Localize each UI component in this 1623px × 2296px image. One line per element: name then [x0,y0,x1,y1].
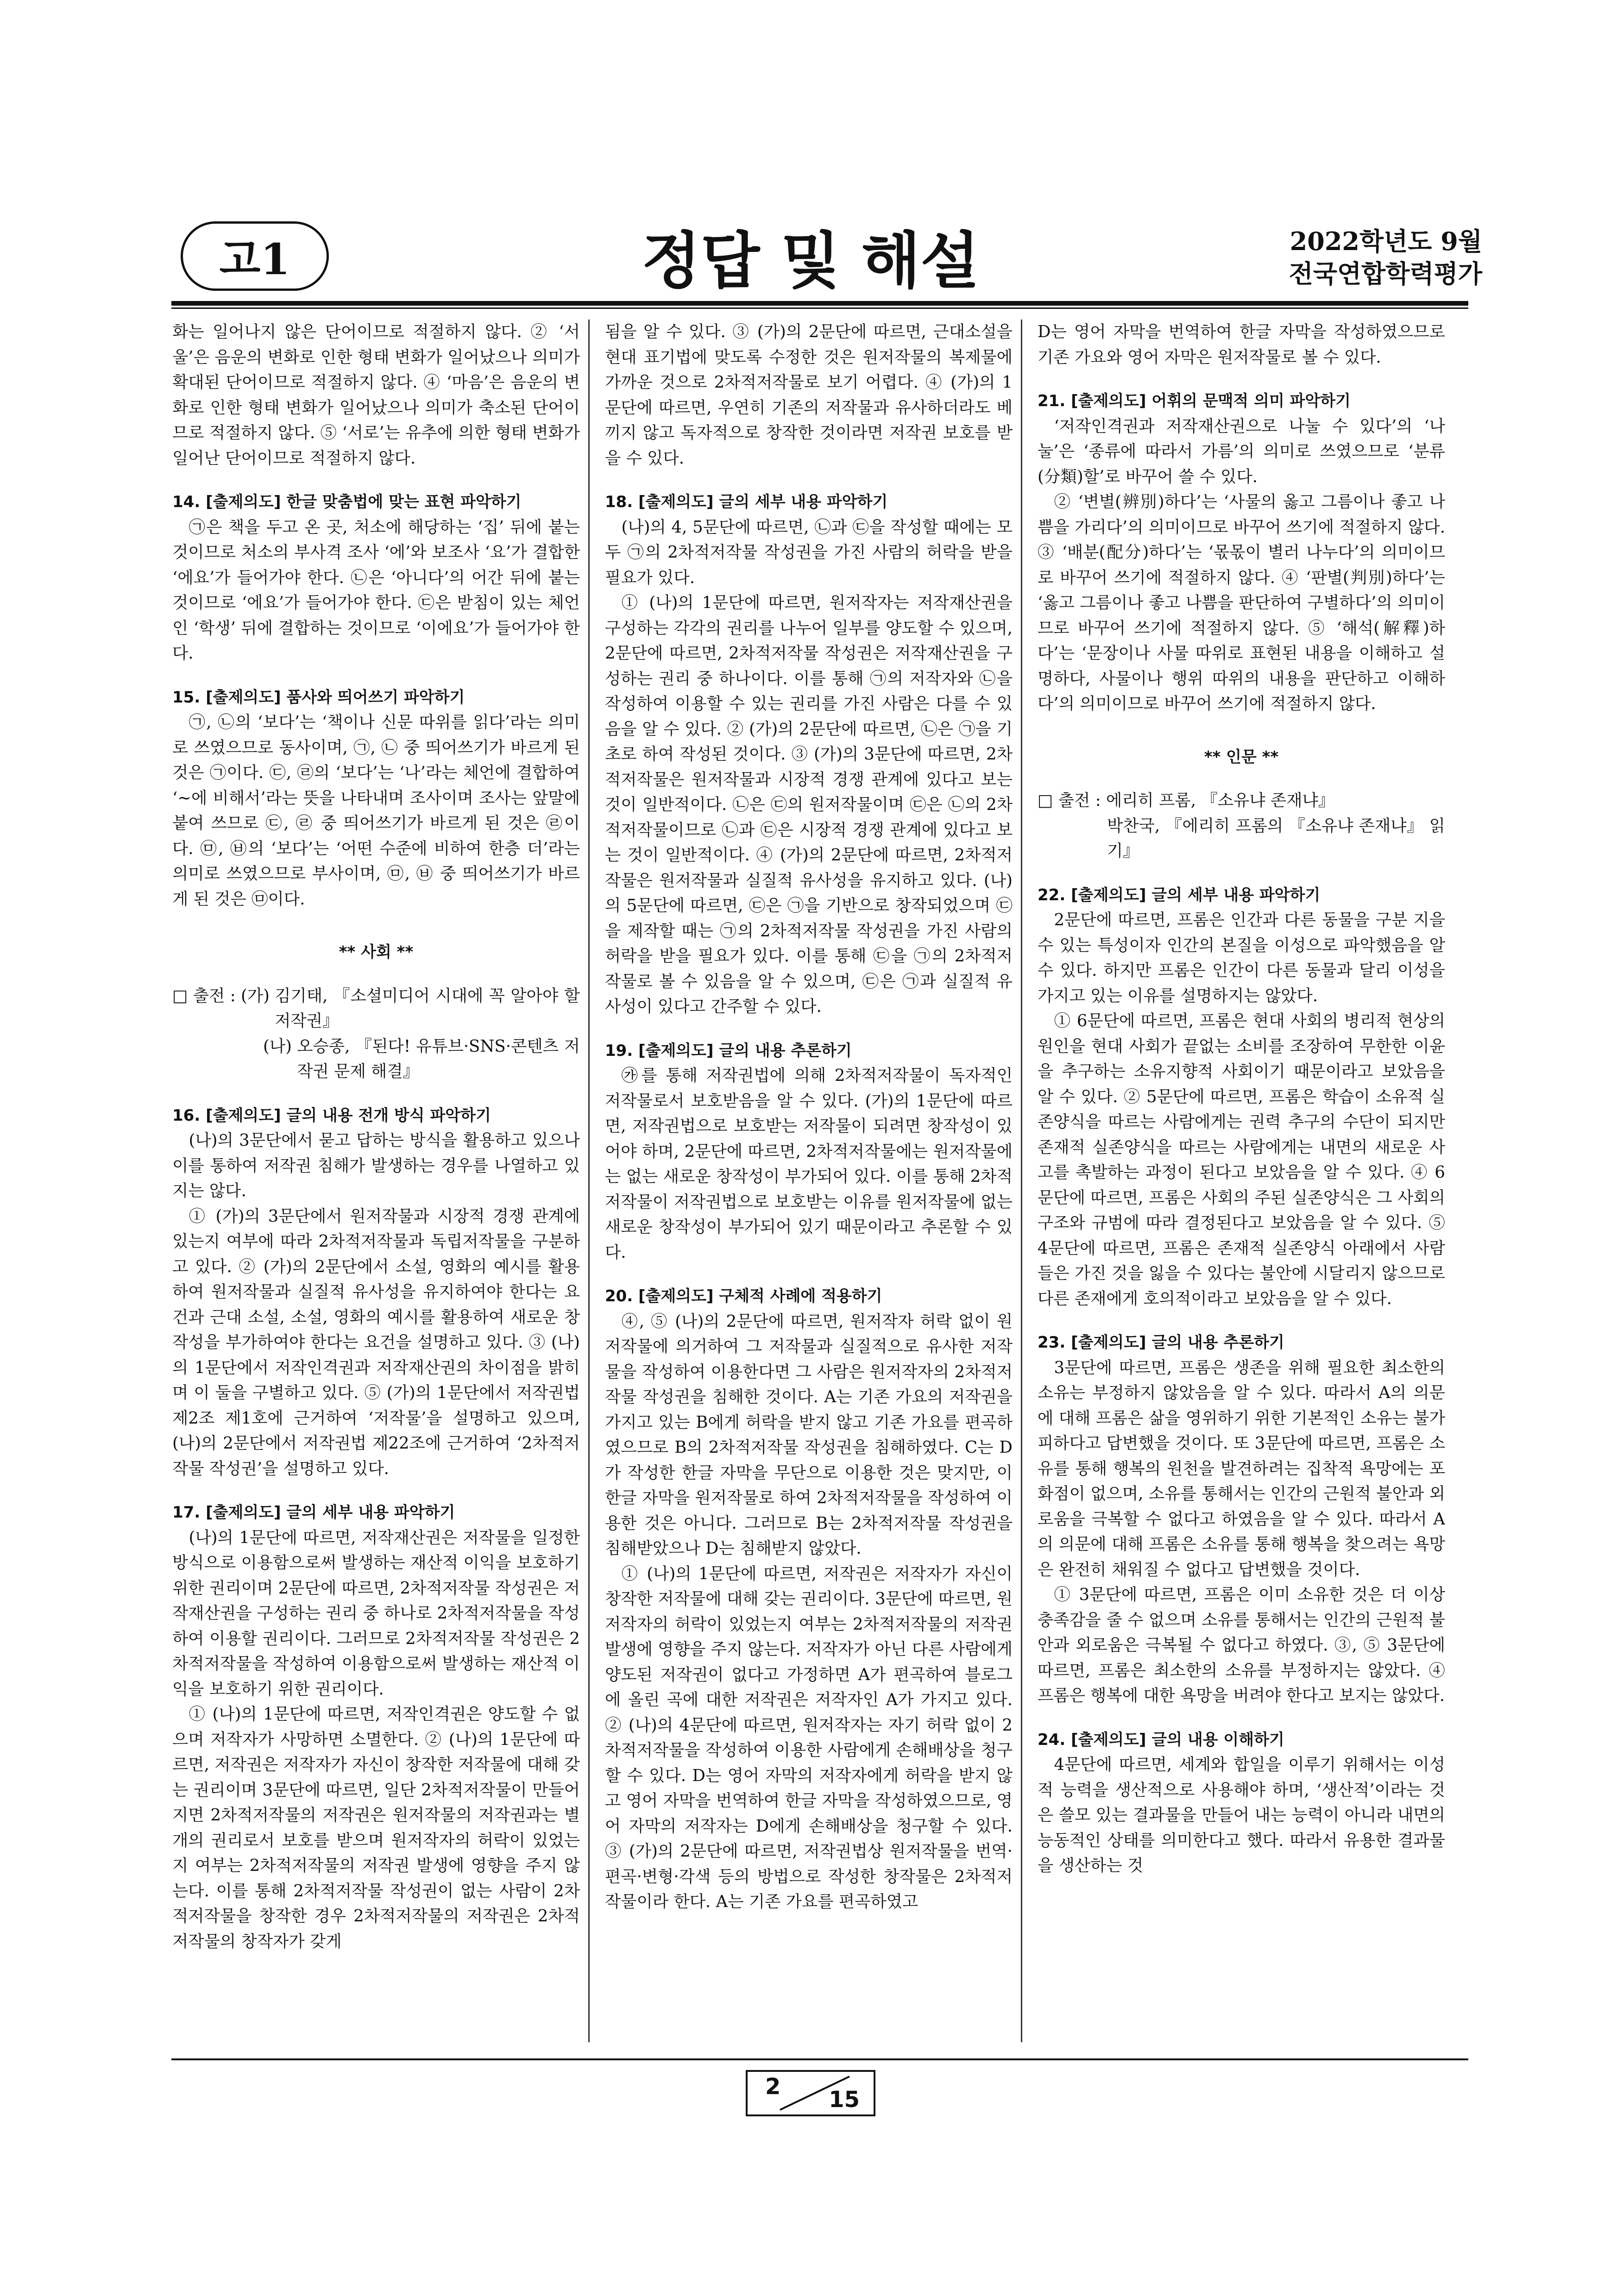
paragraph: ② ‘변별(辨別)하다’는 ‘사물의 옳고 그름이나 좋고 나쁨을 가리다’의 의미이므로 바꾸어 쓰기에 적절하지 않다. ③ ‘배분(配分)하다’는 ‘몫몫이 별러 나누다’의 의미이므로 바꾸어 쓰기에 적절하지 않다. ④ ‘판별(判別)하다’는 ‘옳고 그름이나 좋고 나쁨을 판단하여 구별하다’의 의미이므로 바꾸어 쓰기에 적절하지 않다. ⑤ ‘해석(解釋)하다’는 ‘문장이나 사물 따위로 표현된 내용을 이해하고 설명하다, 사물이나 행위 따위의 내용을 판단하고 이해하다’의 의미이므로 바꾸어 쓰기에 적절하지 않다. [1038,492,1445,713]
paragraph: ④, ⑤ (나)의 2문단에 따르면, 원저작자 허락 없이 원저작물에 의거하여 그 저작물과 실질적으로 유사한 저작물을 작성하여 이용한다면 그 사람은 원저작자의 2차적저작물 작성권을 침해한 것이다. A는 기존 가요의 저작권을 가지고 있는 B에게 허락을 받지 않고 기존 가요를 편곡하였으므로 B의 2차적저작물 작성권을 침해하였다. C는 D가 작성한 한글 자막을 무단으로 이용한 것은 맞지만, 이 한글 자막을 원저작물로 하여 2차적저작물을 작성하여 이용한 것은 아니다. 그러므로 B는 2차적저작물 작성권을 침해받았으나 D는 침해받지 않았다. [605,1311,1013,1558]
paragraph: ① (나)의 1문단에 따르면, 저작인격권은 양도할 수 없으며 저작자가 사망하면 소멸한다. ② (나)의 1문단에 따르면, 저작권은 저작자가 자신이 창작한 저작물에 대해 갖는 권리이며 3문단에 따르면, 일단 2차적저작물이 만들어지면 2차적저작물의 저작권은 원저작물의 저작권과는 별개의 권리로서 보호를 받으며 원저작자의 허락이 있었는지 여부는 2차적저작물의 저작권 발생에 영향을 주지 않는다. 이를 통해 2차적저작물 작성권이 없는 사람이 2차적저작물을 창작한 경우 2차적저작물의 저작권은 2차적저작물의 창작자가 갖게 [172,1705,580,1951]
source-1: 에리히 프롬, 『소유냐 존재냐』 [1106,791,1335,810]
paragraph: ① 3문단에 따르면, 프롬은 이미 소유한 것은 더 이상 충족감을 줄 수 없으며 소유를 통해서는 인간의 근원적 불안과 외로움은 극복될 수 없다고 하였다. ③, ⑤ 3문단에 따르면, 프롬은 최소한의 소유를 부정하지는 않았다. ④ 프롬은 행복에 대한 욕망을 버려야 한다고 보지는 않았다. [1038,1585,1445,1705]
column-left [172,320,580,2042]
column-middle [605,320,1013,2042]
paragraph: 화는 일어나지 않은 단어이므로 적절하지 않다. ② ‘서울’은 음운의 변화로 인한 형태 변화가 일어났으나 의미가 확대된 단어이므로 적절하지 않다. ④ ‘마음’은 음운의 변화로 인한 형태 변화가 일어났으나 의미가 축소된 단어이므로 적절하지 않다. ⑤ ‘서로’는 유추에 의한 형태 변화가 일어난 단어이므로 적절하지 않다. [172,322,580,468]
footer-rule [171,2058,1468,2060]
column-right [1038,320,1445,2042]
section-heading-social: ** 사회 ** [339,943,414,961]
column-divider [588,320,590,2042]
header-rule [171,301,1468,306]
source-block [172,984,580,1085]
source-label-na: (나) [263,1036,297,1056]
page-title: 정답 및 해설 [642,226,980,297]
paragraph: ① (가)의 3문단에서 원저작물과 시장적 경쟁 관계에 있는지 여부에 따라 2차적저작물과 독립저작물을 구분하고 있다. ② (가)의 2문단에서 소설, 영화의 예시를 활용하여 원저작물과 실질적 유사성을 유지하여야 한다는 요건과 근대 소설, 소설, 영화의 예시를 활용하여 새로운 창작성을 부가하여야 한다는 요건을 설명하고 있다. ③ (나)의 1문단에서 저작인격권과 저작재산권의 차이점을 밝히며 이 둘을 구별하고 있다. ⑤ (가)의 1문단에서 저작권법 제2조 제1호에 근거하여 ‘저작물’을 설명하고 있으며, (나)의 2문단에서 저작권법 제22조에 근거하여 ‘2차적저작물 작성권’을 설명하고 있다. [172,1206,580,1478]
paragraph: 2문단에 따르면, 프롬은 인간과 다른 동물을 구분 지을 수 있는 특성이자 인간의 본질을 이성으로 파악했음을 알 수 있다. 하지만 프롬은 인간이 다른 동물과 달리 이성을 가지고 있는 이유를 설명하지는 않았다. [1038,910,1445,1005]
paragraph: ① (나)의 1문단에 따르면, 저작권은 저작자가 자신이 창작한 저작물에 대해 갖는 권리이다. 3문단에 따르면, 원저작자의 허락이 있었는지 여부는 2차적저작물의 저작권 발생에 영향을 주지 않는다. 저작자가 아닌 다른 사람에게 양도된 저작권이 없다고 가정하면 A가 편곡하여 블로그에 올린 곡에 대한 저작권은 저작자인 A가 가지고 있다. ② (나)의 4문단에 따르면, 원저작자는 자기 허락 없이 2차적저작물을 작성하여 이용한 사람에게 손해배상을 청구할 수 있다. D는 영어 자막의 저작자에게 허락을 받지 않고 영어 자막을 번역하여 한글 자막을 작성하였으므로, 영어 자막의 저작자는 D에게 손해배상을 청구할 수 있다. ③ (가)의 2문단에 따르면, 저작권법상 원저작물을 번역·편곡·변형·각색 등의 방법으로 작성한 창작물은 2차적저작물이라 한다. A는 기존 가요를 편곡하였고 [605,1564,1013,1911]
page-total: 15 [829,2087,860,2113]
paragraph: (나)의 1문단에 따르면, 저작재산권은 저작물을 일정한 방식으로 이용함으로써 발생하는 재산적 이익을 보호하기 위한 권리이며 2문단에 따르면, 2차적저작물 작성권은 저작재산권을 구성하는 권리 중 하나로 2차적저작물을 작성하여 이용할 권리이다. 그러므로 2차적저작물 작성권은 2차적저작물을 작성하여 이용함으로써 발생하는 재산적 이익을 보호하기 위한 권리이다. [172,1528,580,1699]
paragraph: ㉠은 책을 두고 온 곳, 처소에 해당하는 ‘집’ 뒤에 붙는 것이므로 처소의 부사격 조사 ‘에’와 보조사 ‘요’가 결합한 ‘에요’가 들어가야 한다. ㉡은 ‘아니다’의 어간 뒤에 붙는 것이므로 ‘에요’가 들어가야 한다. ㉢은 받침이 있는 체언인 ‘학생’ 뒤에 결합하는 것이므로 ‘이에요’가 들어가야 한다. [172,517,580,663]
paragraph: 3문단에 따르면, 프롬은 생존을 위해 필요한 최소한의 소유는 부정하지 않았음을 알 수 있다. 따라서 A의 의문에 대해 프롬은 삶을 영위하기 위한 기본적인 소유는 불가피하다고 답변했을 것이다. 또 3문단에 따르면, 프롬은 소유를 통해 행복의 원천을 발견하려는 집착적 욕망에는 포화점이 없으며, 소유를 통해서는 인간의 근원적 불안과 외로움을 극복할 수 없다고 하였음을 알 수 있다. 따라서 A의 의문에 대해 프롬은 소유를 통해 행복을 찾으려는 욕망은 완전히 채워질 수 없다고 답변했을 것이다. [1038,1358,1445,1579]
header-rule-thin [171,307,1468,309]
question-heading-20: 20. [출제의도] 구체적 사례에 적용하기 [605,1287,882,1305]
source-label: □ 출전 : [1038,791,1106,810]
source-label: □ 출전 : (가) [172,986,275,1005]
page-header [0,0,1623,315]
paragraph: ① (나)의 1문단에 따르면, 원저작자는 저작재산권을 구성하는 각각의 권리를 나누어 일부를 양도할 수 있으며, 2문단에 따르면, 2차적저작물 작성권은 저작재산권을 구성하는 권리 중 하나이다. 이를 통해 ㉠의 저작자와 ㉡을 작성하여 이용할 수 있는 권리를 가진 사람은 다를 수 있음을 알 수 있다. ② (가)의 2문단에 따르면, ㉡은 ㉠을 기초로 하여 작성된 것이다. ③ (가)의 3문단에 따르면, 2차적저작물은 원저작물과 시장적 경쟁 관계에 있다고 보는 것이 일반적이다. ㉡은 ㉢의 원저작물이며 ㉢은 ㉡의 2차적저작물이므로 ㉡과 ㉢은 시장적 경쟁 관계에 있다고 보는 것이 일반적이다. ④ (가)의 2문단에 따르면, 2차적저작물은 원저작물과 실질적 유사성을 유지하고 있다. (나)의 5문단에 따르면, ㉢은 ㉠을 기반으로 창작되었으며 ㉢을 제작할 때는 ㉠의 2차적저작물 작성권을 가진 사람의 허락을 받을 필요가 있다. 이를 통해 ㉢을 ㉠의 2차적저작물로 볼 수 있음을 알 수 있으며, ㉢은 ㉠과 실질적 유사성이 있다고 간주할 수 있다. [605,593,1013,1016]
paragraph: 4문단에 따르면, 세계와 합일을 이루기 위해서는 이성적 능력을 생산적으로 사용해야 하며, ‘생산적’이라는 것은 쓸모 있는 결과물을 만들어 내는 능력이 아니라 내면의 능동적인 상태를 의미한다고 했다. 따라서 유용한 결과물을 생산하는 것 [1038,1755,1445,1875]
question-heading-14: 14. [출제의도] 한글 맞춤법에 맞는 표현 파악하기 [172,493,522,511]
grade-badge: 고1 [181,221,329,291]
paragraph: ㉠, ㉡의 ‘보다’는 ‘책이나 신문 따위를 읽다’라는 의미로 쓰였으므로 동사이며, ㉠, ㉡ 중 띄어쓰기가 바르게 된 것은 ㉠이다. ㉢, ㉣의 ‘보다’는 ‘나’라는 체언에 결합하여 ‘~에 비해서’라는 뜻을 나타내며 조사이며 조사는 앞말에 붙여 쓰므로 ㉢, ㉣ 중 띄어쓰기가 바르게 된 것은 ㉣이다. ㉤, ㉥의 ‘보다’는 ‘어떤 수준에 비하여 한층 더’라는 의미로 쓰였으므로 부사이며, ㉤, ㉥ 중 띄어쓰기가 바르게 된 것은 ㉤이다. [172,713,580,909]
source-2: 박찬국, 『에리히 프롬의 『소유냐 존재냐』 읽기』 [1107,816,1445,860]
paragraph: D는 영어 자막을 번역하여 한글 자막을 작성하였으므로 기존 가요와 영어 자막은 원저작물로 볼 수 있다. [1038,322,1445,367]
column-divider [1021,320,1022,2042]
paragraph: 됨을 알 수 있다. ③ (가)의 2문단에 따르면, 근대소설을 현대 표기법에 맞도록 수정한 것은 원저작물의 복제물에 가까운 것으로 2차적저작물로 보기 어렵다. ④ (가)의 1문단에 따르면, 우연히 기존의 저작물과 유사하더라도 베끼지 않고 독자적으로 창작한 것이라면 저작권 보호를 받을 수 있다. [605,322,1013,468]
question-heading-21: 21. [출제의도] 어휘의 문맥적 의미 파악하기 [1038,392,1351,410]
paragraph: ㉮를 통해 저작권법에 의해 2차적저작물이 독자적인 저작물로서 보호받음을 알 수 있다. (가)의 1문단에 따르면, 저작권법으로 보호받는 저작물이 되려면 창작성이 있어야 하며, 2문단에 따르면, 2차적저작물에는 원저작물에는 없는 새로운 창작성이 부가되어 있다. 이를 통해 2차적저작물이 저작권법으로 보호받는 이유를 원저작물에 없는 새로운 창작성이 부가되어 있기 때문이라고 추론할 수 있다. [605,1066,1013,1262]
question-heading-15: 15. [출제의도] 품사와 띄어쓰기 파악하기 [172,688,465,707]
paragraph: ① 6문단에 따르면, 프롬은 현대 사회의 병리적 현상의 원인을 현대 사회가 끝없는 소비를 조장하여 무한한 이윤을 추구하는 소유지향적 사회이기 때문이라고 보았음을 알 수 있다. ② 5문단에 따르면, 프롬은 학습이 소유적 실존양식을 따르는 사람에게는 권력 추구의 수단이 되지만 존재적 실존양식을 따르는 사람에게는 내면의 새로운 사고를 촉발하는 과정이 된다고 보았음을 알 수 있다. ④ 6문단에 따르면, 프롬은 사회의 주된 실존양식은 그 사회의 구조와 규범에 따라 결정된다고 보았음을 알 수 있다. ⑤ 4문단에 따르면, 프롬은 존재적 실존양식 아래에서 사람들은 가진 것을 잃을 수 있다는 불안에 시달리지 않으므로 다른 존재에게 호의적이라고 보았음을 알 수 있다. [1038,1011,1445,1308]
question-heading-18: 18. [출제의도] 글의 세부 내용 파악하기 [605,493,888,511]
source-block [1038,788,1445,864]
question-heading-24: 24. [출제의도] 글의 내용 이해하기 [1038,1730,1284,1749]
question-heading-19: 19. [출제의도] 글의 내용 추론하기 [605,1041,852,1060]
question-heading-16: 16. [출제의도] 글의 내용 전개 방식 파악하기 [172,1106,491,1125]
section-heading-humanities: ** 인문 ** [1204,747,1279,766]
page-current: 2 [765,2074,781,2100]
source-ga: 김기태, 『소셜미디어 시대에 꼭 알아야 할 저작권』 [275,986,580,1030]
exam-year: 2022학년도 9월 [1290,226,1482,256]
question-heading-17: 17. [출제의도] 글의 세부 내용 파악하기 [172,1503,455,1522]
paragraph: (나)의 4, 5문단에 따르면, ㉡과 ㉢을 작성할 때에는 모두 ㉠의 2차적저작물 작성권을 가진 사람의 허락을 받을 필요가 있다. [605,517,1013,587]
question-heading-23: 23. [출제의도] 글의 내용 추론하기 [1038,1333,1284,1352]
exam-name: 전국연합학력평가 [1289,259,1482,289]
page-number-box [746,2070,875,2116]
paragraph: (나)의 3문단에서 묻고 답하는 방식을 활용하고 있으나 이를 통하여 저작권 침해가 발생하는 경우를 나열하고 있지는 않다. [172,1131,580,1200]
source-na: 오승종, 『된다! 유튜브·SNS·콘텐츠 저작권 문제 해결』 [297,1036,580,1081]
paragraph: ‘저작인격권과 저작재산권으로 나눌 수 있다’의 ‘나눌’은 ‘종류에 따라서 가름’의 의미로 쓰였으므로 ‘분류(分類)할’로 바꾸어 쓸 수 있다. [1038,416,1445,486]
exam-info [1223,225,1482,290]
question-heading-22: 22. [출제의도] 글의 세부 내용 파악하기 [1038,885,1321,904]
